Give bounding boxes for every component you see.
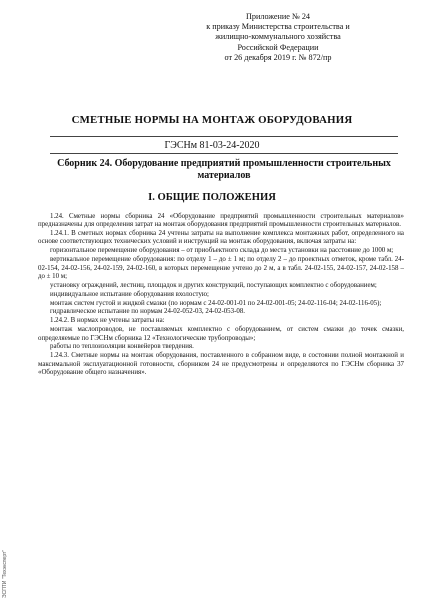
paragraph: 1.24.1. В сметных нормах сборника 24 учтены затраты на выполнение комплекса монтажных работ, определенного на основе соответствующих технических условий и инструкций на монтаж оборудования, включая затраты на: [38,230,404,246]
watermark-stamp: ЭСПТИ "Техэксперт" [2,549,8,598]
title-rule-top [50,136,398,137]
section-heading: I. ОБЩИЕ ПОЛОЖЕНИЯ [148,192,276,203]
approval-line: Российской Федерации [237,42,319,52]
paragraph: 1.24. Сметные нормы сборника 24 «Оборудование предприятий промышленности строительных материалов» предназначены для определения затрат на монтаж оборудования предприятий промышленности строительных материалов. [38,213,404,229]
document-title: СМЕТНЫЕ НОРМЫ НА МОНТАЖ ОБОРУДОВАНИЯ [71,114,353,126]
approval-line: Приложение № 24 [245,12,311,21]
paragraph: 1.24.3. Сметные нормы на монтаж оборудования, поставленного в собранном виде, в состоянии полной монтажной и максимальной эксплуатационной готовности, сборником 24 не предусмотрены и определяются по ГЭСНм сборника 37 «Оборудование общего назначения». [38,352,404,376]
approval-line: к приказу Министерства строительства и [206,22,350,32]
body-text [38,213,404,378]
title-rule-bottom [50,153,398,154]
paragraph: установку ограждений, лестниц, площадок и других конструкций, поступающих комплектно с оборудованием; [50,281,377,289]
approval-line: жилищно-коммунального хозяйства [215,32,341,42]
paragraph: гидравлическое испытание по нормам 24-02-052-03, 24-02-053-08. [50,308,245,316]
paragraph: монтаж маслопроводов, не поставляемых комплектно с оборудованием, от систем смазки до точек смазки, определяемые по ГЭСНм сборника 12 «Технологические трубопроводы»; [38,326,404,342]
paragraph: 1.24.2. В нормах не учтены затраты на: [50,317,165,325]
paragraph: монтаж систем густой и жидкой смазки (по нормам с 24-02-001-01 по 24-02-001-05; 24-02-116-04; 24-02-116-05); [50,299,382,307]
approval-block [178,12,378,63]
paragraph: индивидуальное испытание оборудования вхолостую; [50,290,209,298]
paragraph: вертикальное перемещение оборудования: по отделу 1 – до ± 1 м; по отделу 2 – до проектных отметок, кроме табл. 24-02-154, 24-02-156, 24-02-159, 24-02-160, в которых перемещение учтено до 2 м, а в табл. 24-02-155, 24-02-157, 24-02-158 – до ± 10 м; [38,256,404,280]
document-code: ГЭСНм 81-03-24-2020 [164,140,260,151]
paragraph: горизонтальное перемещение оборудования – от приобъектного склада до места установки на расстояние до 1000 м; [50,247,394,255]
approval-line: от 26 декабря 2019 г. № 872/пр [224,52,332,62]
collection-title: Сборник 24. Оборудование предприятий промышленности строительных материалов [57,158,391,181]
paragraph: работы по теплоизоляции конвейеров твердения. [50,343,194,351]
